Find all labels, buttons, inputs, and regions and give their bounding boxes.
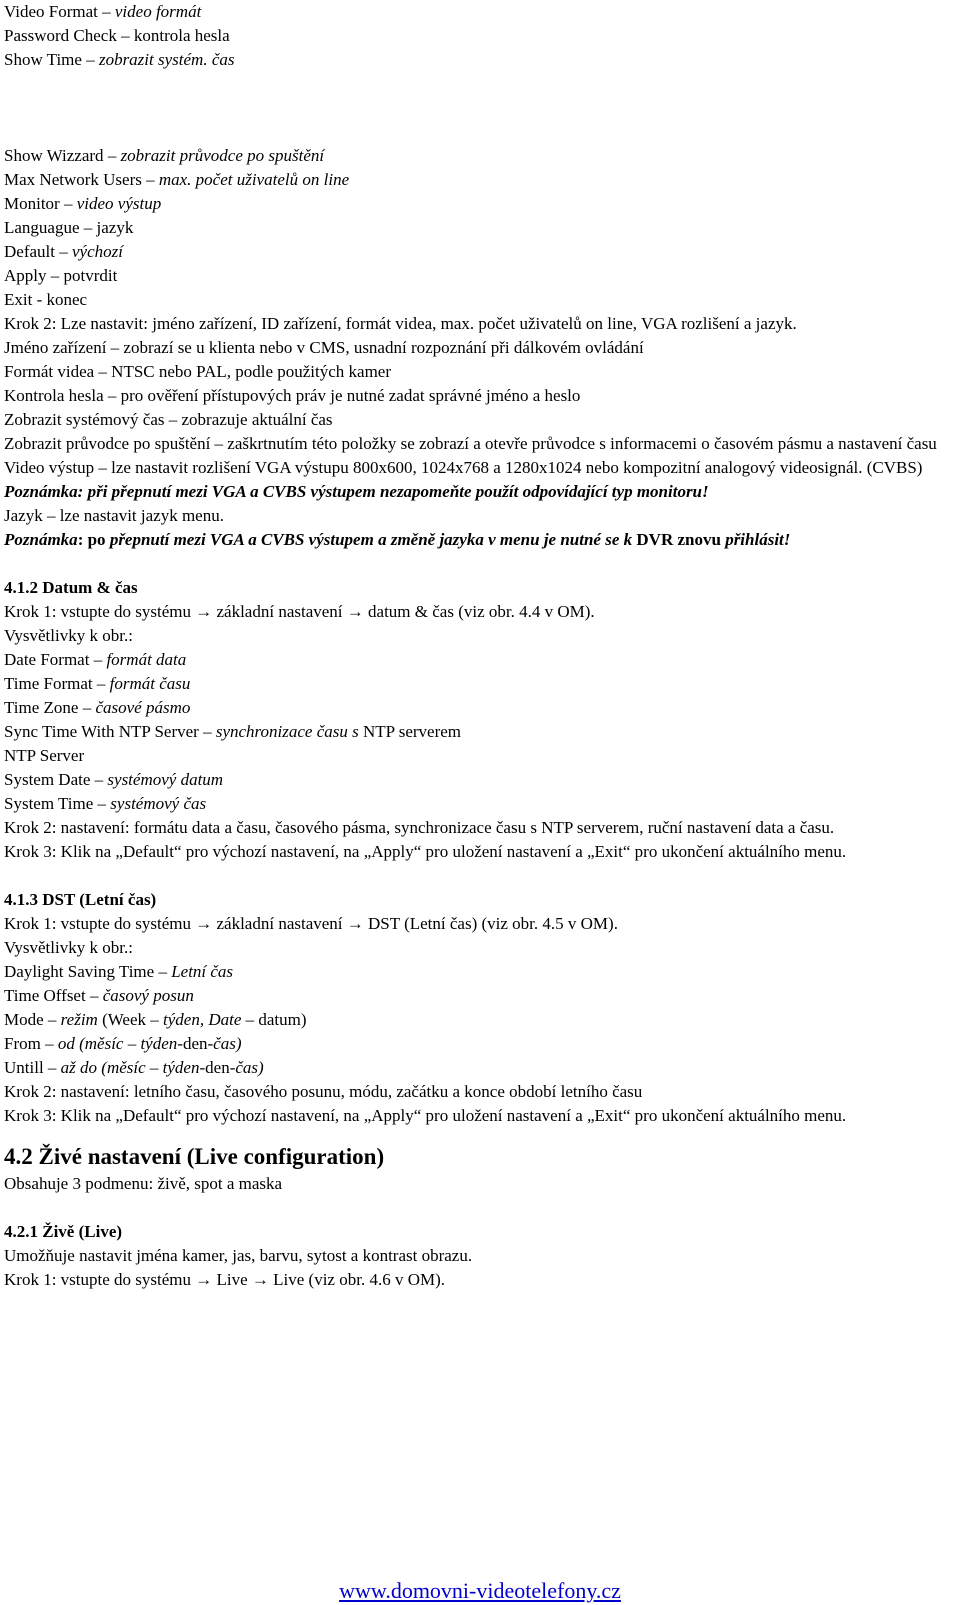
term-language: Languague – jazyk — [4, 218, 134, 237]
spacer — [4, 1196, 944, 1220]
term-exit: Exit - konec — [4, 290, 88, 309]
step-1-datum: Krok 1: vstupte do systému → základní nastavení → datum & čas (viz obr. 4.4 v OM). — [4, 602, 595, 621]
step-1-live: Krok 1: vstupte do systému → Live → Live (viz obr. 4.6 v OM). — [4, 1270, 446, 1289]
step-3-dst: Krok 3: Klik na „Default“ pro výchozí nastavení, na „Apply“ pro uložení nastavení a „Exit“ pro ukončení aktuálního menu. — [4, 1106, 847, 1125]
show-time-text: Zobrazit systémový čas – zobrazuje aktuální čas — [4, 410, 333, 429]
heading-live-configuration: 4.2 Živé nastavení (Live configuration) — [4, 1144, 385, 1169]
note-relogin: Poznámka: po přepnutí mezi VGA a CVBS výstupem a změně jazyka v menu je nutné se k DVR znovu přihlásit! — [4, 530, 791, 549]
term-default: Default – výchozí — [4, 242, 123, 261]
term-untill: Untill – až do (měsíc – týden-den-čas) — [4, 1058, 264, 1077]
heading-datum-cas: 4.1.2 Datum & čas — [4, 578, 138, 597]
spacer — [4, 72, 944, 144]
password-check-text: Kontrola hesla – pro ověření přístupových práv je nutné zadat správné jméno a heslo — [4, 386, 581, 405]
term-sync-ntp: Sync Time With NTP Server – synchronizace času s NTP serverem — [4, 722, 462, 741]
term-time-zone: Time Zone – časové pásmo — [4, 698, 191, 717]
live-configuration-text: Obsahuje 3 podmenu: živě, spot a maska — [4, 1174, 283, 1193]
term-mode: Mode – režim (Week – týden, Date – datum) — [4, 1010, 307, 1029]
heading-live: 4.2.1 Živě (Live) — [4, 1222, 123, 1241]
live-text: Umožňuje nastavit jména kamer, jas, barvu, sytost a kontrast obrazu. — [4, 1246, 473, 1265]
step-1-dst: Krok 1: vstupte do systému → základní nastavení → DST (Letní čas) (viz obr. 4.5 v OM). — [4, 914, 618, 933]
step-3-datum: Krok 3: Klik na „Default“ pro výchozí nastavení, na „Apply“ pro uložení nastavení a „Exit“ pro ukončení aktuálního menu. — [4, 842, 847, 861]
term-time-offset: Time Offset – časový posun — [4, 986, 194, 1005]
page-footer — [0, 1578, 960, 1604]
spacer — [4, 552, 944, 576]
term-ntp-server: NTP Server — [4, 746, 85, 765]
term-show-time: Show Time – zobrazit systém. čas — [4, 50, 235, 69]
term-system-time: System Time – systémový čas — [4, 794, 207, 813]
heading-dst: 4.1.3 DST (Letní čas) — [4, 890, 157, 909]
term-video-format: Video Format – video formát — [4, 2, 202, 21]
step-2-dst: Krok 2: nastavení: letního času, časového posunu, módu, začátku a konce období letního času — [4, 1082, 643, 1101]
video-output-note: Poznámka: při přepnutí mezi VGA a CVBS výstupem nezapomeňte použít odpovídající typ monitoru! — [4, 482, 709, 501]
term-time-format: Time Format – formát času — [4, 674, 191, 693]
term-show-wizzard: Show Wizzard – zobrazit průvodce po spuštění — [4, 146, 325, 165]
step-2-text: Krok 2: Lze nastavit: jméno zařízení, ID zařízení, formát videa, max. počet uživatelů on line, VGA rozlišení a jazyk. — [4, 314, 797, 333]
spacer — [4, 1128, 944, 1142]
term-max-users: Max Network Users – max. počet uživatelů on line — [4, 170, 350, 189]
term-date-format: Date Format – formát data — [4, 650, 187, 669]
term-apply: Apply – potvrdit — [4, 266, 118, 285]
step-2-datum: Krok 2: nastavení: formátu data a času, časového pásma, synchronizace času s NTP serverem, ruční nastavení data a času. — [4, 818, 835, 837]
legend-label: Vysvětlivky k obr.: — [4, 626, 133, 645]
term-system-date: System Date – systémový datum — [4, 770, 224, 789]
document-page — [4, 0, 944, 1292]
language-text: Jazyk – lze nastavit jazyk menu. — [4, 506, 224, 525]
spacer — [4, 864, 944, 888]
video-format-text: Formát videa – NTSC nebo PAL, podle použitých kamer — [4, 362, 392, 381]
device-name-text: Jméno zařízení – zobrazí se u klienta nebo v CMS, usnadní rozpoznání při dálkovém ovládání — [4, 338, 644, 357]
term-daylight-saving: Daylight Saving Time – Letní čas — [4, 962, 234, 981]
term-monitor: Monitor – video výstup — [4, 194, 162, 213]
term-password-check: Password Check – kontrola hesla — [4, 26, 230, 45]
term-from: From – od (měsíc – týden-den-čas) — [4, 1034, 242, 1053]
show-wizard-text: Zobrazit průvodce po spuštění – zaškrtnutím této položky se zobrazí a otevře průvodce s informacemi o časovém pásmu a nastavení času — [4, 434, 937, 453]
legend-label: Vysvětlivky k obr.: — [4, 938, 133, 957]
video-output-text: Video výstup – lze nastavit rozlišení VGA výstupu 800x600, 1024x768 a 1280x1024 nebo kompozitní analogový videosignál. (CVBS) Poznámka: při přepnutí mezi VGA a CVBS výstupem nezapomeňte použít odpovídající typ monitoru! — [4, 458, 923, 501]
footer-website-link[interactable]: www.domovni-videotelefony.cz — [339, 1578, 621, 1603]
